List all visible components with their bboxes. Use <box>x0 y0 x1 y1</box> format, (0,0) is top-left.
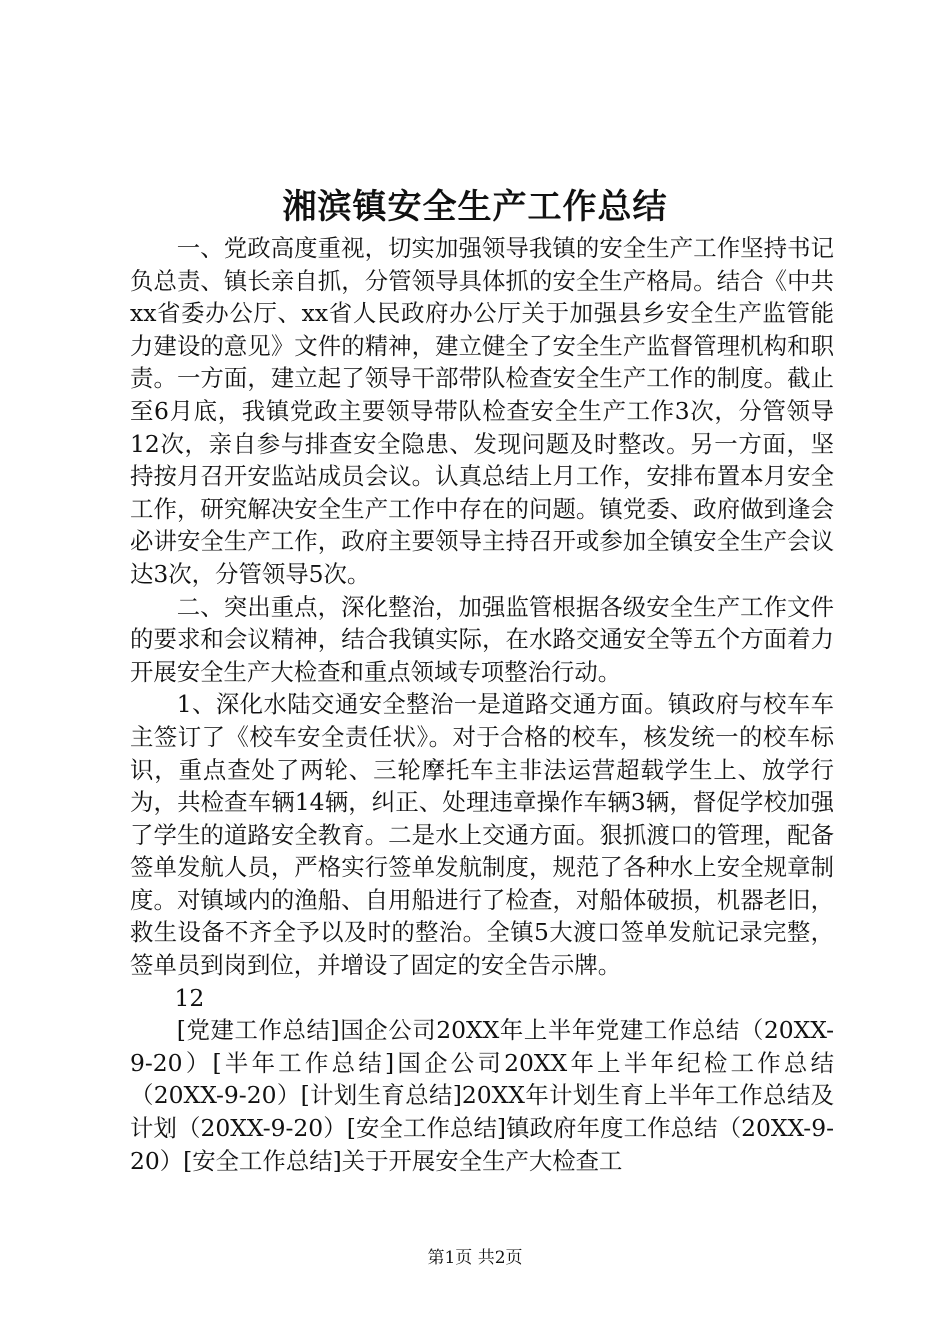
paragraph-related-links: [党建工作总结]国企公司20XX年上半年党建工作总结（20XX-9-20）[半年工作总结]国企公司20XX年上半年纪检工作总结（20XX-9-20）[计划生育总结]20XX年计划生育上半年工作总结及计划（20XX-9-20）[安全工作总结]镇政府年度工作总结（20XX-9-20）[安全工作总结]关于开展安全生产大检查工 <box>130 1016 834 1175</box>
document-body <box>130 232 834 1177</box>
paragraph-leadership: 一、党政高度重视，切实加强领导我镇的安全生产工作坚持书记负总责、镇长亲自抓，分管领导具体抓的安全生产格局。结合《中共xx省委办公厅、xx省人民政府办公厅关于加强县乡安全生产监管能力建设的意见》文件的精神，建立健全了安全生产监督管理机构和职责。一方面，建立起了领导干部带队检查安全生产工作的制度。截止至6月底，我镇党政主要领导带队检查安全生产工作3次，分管领导12次，亲自参与排查安全隐患、发现问题及时整改。另一方面，坚持按月召开安监站成员会议。认真总结上月工作，安排布置本月安全工作，研究解决安全生产工作中存在的问题。镇党委、政府做到逢会必讲安全生产工作，政府主要领导主持召开或参加全镇安全生产会议达3次，分管领导5次。 <box>130 234 834 588</box>
paragraph-page-marker: 12 <box>174 983 205 1012</box>
paragraph-key-rectification: 二、突出重点，深化整治，加强监管根据各级安全生产工作文件的要求和会议精神，结合我镇实际，在水路交通安全等五个方面着力开展安全生产大检查和重点领域专项整治行动。 <box>130 592 834 686</box>
page-footer: 第1页 共2页 <box>427 1248 523 1268</box>
document-title: 湘滨镇安全生产工作总结 <box>282 187 668 227</box>
paragraph-traffic-safety: 1、深化水陆交通安全整治一是道路交通方面。镇政府与校车车主签订了《校车安全责任状》。对于合格的校车，核发统一的校车标识，重点查处了两轮、三轮摩托车主非法运营超载学生上、放学行为，共检查车辆14辆，纠正、处理违章操作车辆3辆，督促学校加强了学生的道路安全教育。二是水上交通方面。狠抓渡口的管理，配备签单发航人员，严格实行签单发航制度，规范了各种水上安全规章制度。对镇域内的渔船、自用船进行了检查，对船体破损，机器老旧，救生设备不齐全予以及时的整治。全镇5大渡口签单发航记录完整，签单员到岗到位，并增设了固定的安全告示牌。 <box>130 690 834 980</box>
